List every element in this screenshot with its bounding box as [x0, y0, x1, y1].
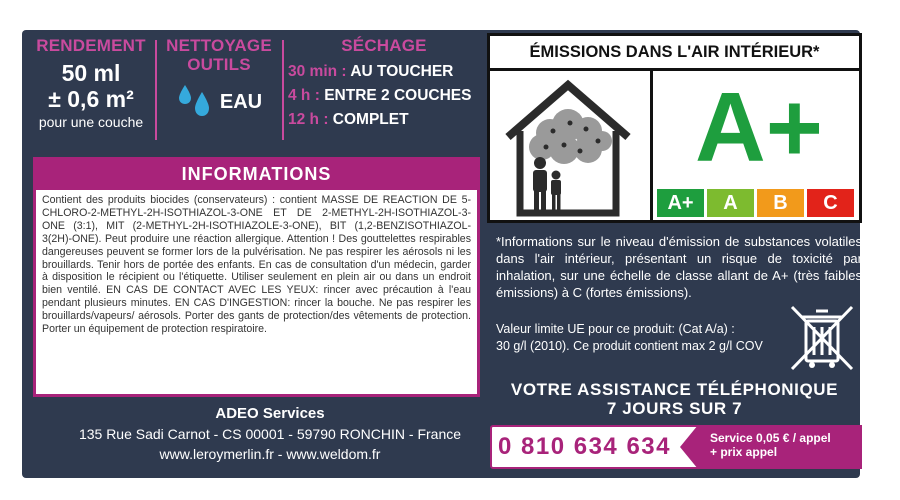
- company-block: [60, 404, 480, 464]
- phone-number[interactable]: 0 810 634 634: [498, 433, 671, 460]
- sechage-label: COMPLET: [332, 111, 409, 128]
- phone-box: [490, 425, 862, 469]
- nettoyage-title-1: NETTOYAGE: [166, 36, 272, 55]
- nettoyage-column: [160, 36, 278, 123]
- nettoyage-value-row: [160, 82, 278, 123]
- sechage-row: [288, 84, 480, 108]
- service-cost: [698, 425, 862, 469]
- service-cost-line-2: + prix appel: [710, 445, 778, 459]
- informations-title: INFORMATIONS: [36, 160, 477, 190]
- divider-2: [282, 40, 284, 140]
- nettoyage-title-2: OUTILS: [187, 55, 251, 74]
- rendement-title: RENDEMENT: [36, 36, 146, 55]
- voc-limit-line-1: Valeur limite UE pour ce produit: (Cat A/a) :: [496, 322, 735, 336]
- voc-limit: [496, 321, 776, 355]
- informations-box: [33, 157, 480, 397]
- divider-1: [155, 40, 157, 140]
- sechage-title: SÉCHAGE: [341, 36, 427, 55]
- sechage-label: AU TOUCHER: [350, 63, 454, 80]
- rendement-area: ± 0,6 m²: [48, 86, 134, 112]
- emission-scale: [657, 189, 854, 217]
- assistance-line-2: 7 JOURS SUR 7: [606, 399, 743, 418]
- emissions-footnote: *Informations sur le niveau d'émission de substances volatiles dans l'air intérieur, présentant un risque de toxicité par inhalation, sur une échelle de classe allant de A+ (très faibles émissions) à C (fortes émissions).: [496, 234, 862, 300]
- scale-a-plus: A+: [657, 189, 704, 217]
- sechage-time: 12 h :: [288, 111, 329, 128]
- informations-text: Contient des produits biocides (conservateurs) : contient MASSE DE REACTION DE 5-CHLORO-2-METHYL-2H-ISOTHIAZOL-3-ONE ET DE 2-METHYL-2H-ISOTHIAZOL-3-ONE (3:1), MIT (2-METHYL-2H-ISOTHIAZOLE-3-ONE), BIT (1,2-BENZISOTHIAZOL-3(2H)-ONE). Peut produire une réaction allergique. Attention ! Des gouttelettes respirables dangereuses peuvent se former lors de la pulvérisation. Ne pas respirer les aérosols ni les brouillards. Tenir hors de portée des enfants. En cas de consultation d'un médecin, garder à disposition le récipient ou l'étiquette. Utiliser seulement en plein air ou dans un endroit bien ventilé. EN CAS DE CONTACT AVEC LES YEUX: rincer avec précaution à l'eau pendant plusieurs minutes. EN CAS D'INGESTION: rincer la bouche. Ne pas respirer les brouillards/vapeurs/ aérosols. Porter des gants de protection/des vêtements de protection. Porter un équipement de protection respiratoire.: [42, 194, 471, 336]
- company-address: 135 Rue Sadi Carnot - CS 00001 - 59790 RONCHIN - France: [78, 426, 462, 442]
- rendement-column: [30, 36, 152, 130]
- house-illustration: [490, 71, 653, 220]
- sechage-time: 4 h :: [288, 87, 320, 104]
- assistance-heading: [487, 380, 862, 418]
- scale-a: A: [707, 189, 754, 217]
- sechage-label: ENTRE 2 COUCHES: [324, 87, 472, 104]
- assistance-line-1: VOTRE ASSISTANCE TÉLÉPHONIQUE: [510, 380, 839, 399]
- company-name: ADEO Services: [215, 405, 325, 422]
- sechage-row: [288, 60, 480, 84]
- sechage-row: [288, 108, 480, 132]
- scale-c: C: [807, 189, 854, 217]
- grade-area: [653, 71, 859, 220]
- sechage-time: 30 min :: [288, 63, 347, 80]
- nettoyage-value: EAU: [219, 91, 263, 113]
- crossed-bin-icon: [788, 303, 856, 375]
- voc-limit-line-2: 30 g/l (2010). Ce produit contient max 2 g/l COV: [496, 339, 763, 353]
- emissions-title: ÉMISSIONS DANS L'AIR INTÉRIEUR*: [490, 36, 859, 71]
- emissions-label: [487, 33, 862, 223]
- emission-grade: A+: [694, 72, 823, 182]
- sechage-column: [288, 36, 480, 132]
- service-cost-line-1: Service 0,05 € / appel: [710, 431, 831, 445]
- water-drops-icon: [176, 82, 214, 123]
- company-web: www.leroymerlin.fr - www.weldom.fr: [159, 446, 381, 462]
- scale-b: B: [757, 189, 804, 217]
- house-icon: [490, 71, 647, 220]
- rendement-note: pour une couche: [38, 114, 144, 130]
- rendement-volume: 50 ml: [61, 60, 121, 86]
